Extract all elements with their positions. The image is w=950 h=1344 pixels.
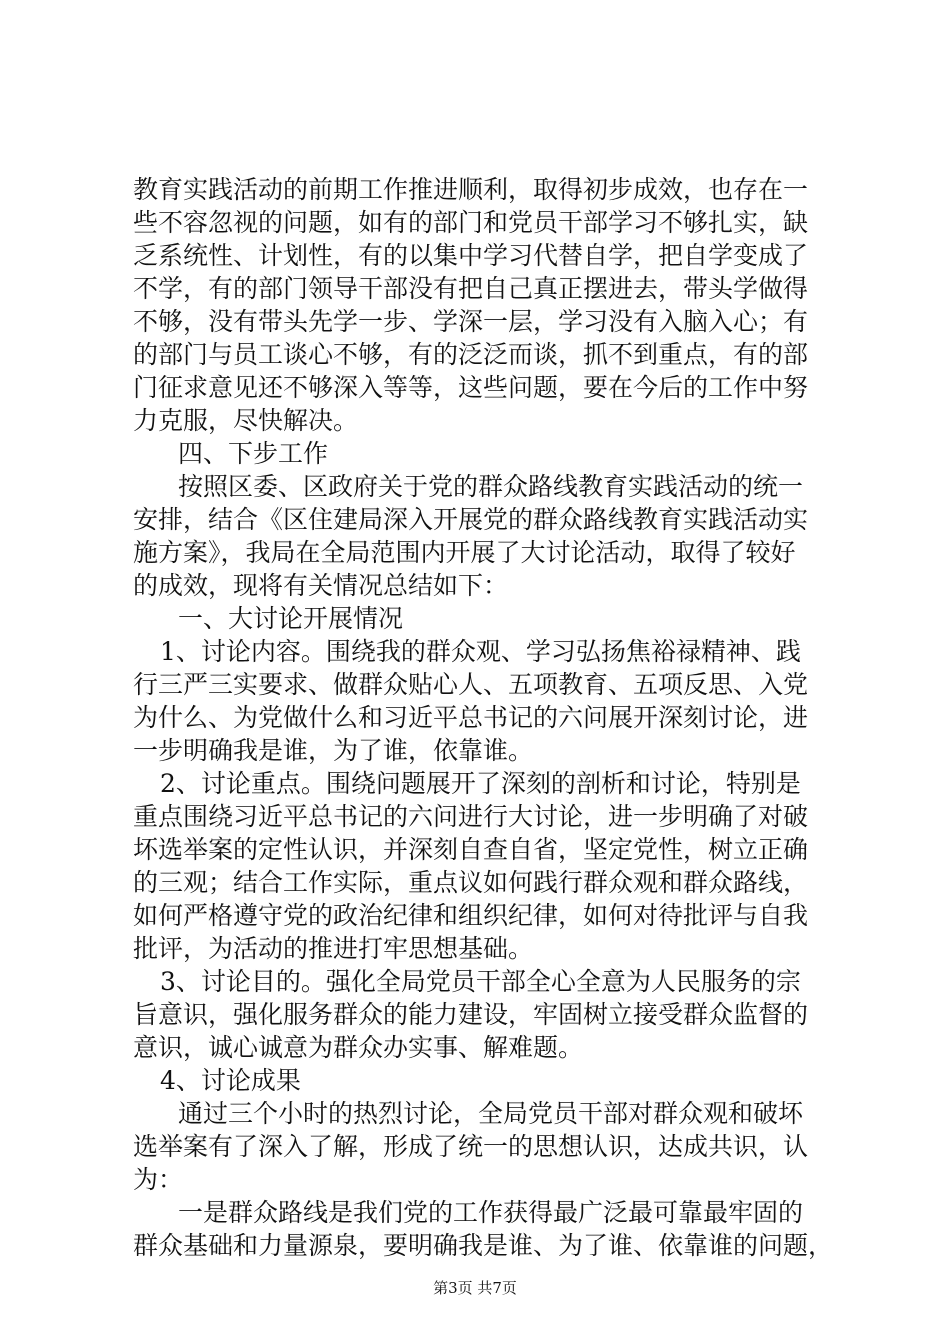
text-line: 坏选举案的定性认识，并深刻自查自省，坚定党性，树立正确 [133,835,809,864]
text-line: 的成效，现将有关情况总结如下： [133,571,509,600]
section-heading: 4、讨论成果 [160,1066,301,1095]
text-line: 行三严三实要求、做群众贴心人、五项教育、五项反思、入党 [133,670,809,699]
text-line: 些不容忽视的问题，如有的部门和党员干部学习不够扎实，缺 [133,208,809,237]
page-number-footer: 第3页 共7页 [433,1279,517,1297]
text-line: 的部门与员工谈心不够，有的泛泛而谈，抓不到重点，有的部 [133,340,809,369]
text-line: 门征求意见还不够深入等等，这些问题，要在今后的工作中努 [133,373,809,402]
text-line: 力克服，尽快解决。 [133,406,359,435]
text-line: 批评，为活动的推进打牢思想基础。 [133,934,534,963]
section-heading: 一、大讨论开展情况 [178,604,404,633]
text-line: 教育实践活动的前期工作推进顺利，取得初步成效，也存在一 [133,175,809,204]
text-line: 为： [133,1165,184,1194]
text-line: 3、讨论目的。强化全局党员干部全心全意为人民服务的宗 [160,967,801,996]
text-line: 安排，结合《区住建局深入开展党的群众路线教育实践活动实 [133,505,809,534]
text-line: 施方案》，我局在全局范围内开展了大讨论活动，取得了较好 [133,538,796,567]
text-line: 群众基础和力量源泉，要明确我是谁、为了谁、依靠谁的问题， [133,1231,834,1260]
text-line: 的三观；结合工作实际，重点议如何践行群众观和群众路线， [133,868,809,897]
text-line: 不够，没有带头先学一步、学深一层，学习没有入脑入心；有 [133,307,809,336]
text-line: 一步明确我是谁，为了谁，依靠谁。 [133,736,534,765]
text-line: 选举案有了深入了解，形成了统一的思想认识，达成共识，认 [133,1132,809,1161]
text-line: 1、讨论内容。围绕我的群众观、学习弘扬焦裕禄精神、践 [160,637,801,666]
text-line: 按照区委、区政府关于党的群众路线教育实践活动的统一 [178,472,804,501]
text-line: 不学，有的部门领导干部没有把自己真正摆进去，带头学做得 [133,274,809,303]
text-line: 旨意识，强化服务群众的能力建设，牢固树立接受群众监督的 [133,1000,809,1029]
section-heading: 四、下步工作 [178,439,329,468]
text-line: 2、讨论重点。围绕问题展开了深刻的剖析和讨论，特别是 [160,769,801,798]
text-line: 如何严格遵守党的政治纪律和组织纪律，如何对待批评与自我 [133,901,809,930]
text-line: 意识，诚心诚意为群众办实事、解难题。 [133,1033,584,1062]
text-line: 一是群众路线是我们党的工作获得最广泛最可靠最牢固的 [178,1198,804,1227]
text-line: 通过三个小时的热烈讨论，全局党员干部对群众观和破坏 [178,1099,804,1128]
text-line: 为什么、为党做什么和习近平总书记的六问展开深刻讨论，进 [133,703,809,732]
text-line: 乏系统性、计划性，有的以集中学习代替自学，把自学变成了 [133,241,809,270]
text-line: 重点围绕习近平总书记的六问进行大讨论，进一步明确了对破 [133,802,809,831]
